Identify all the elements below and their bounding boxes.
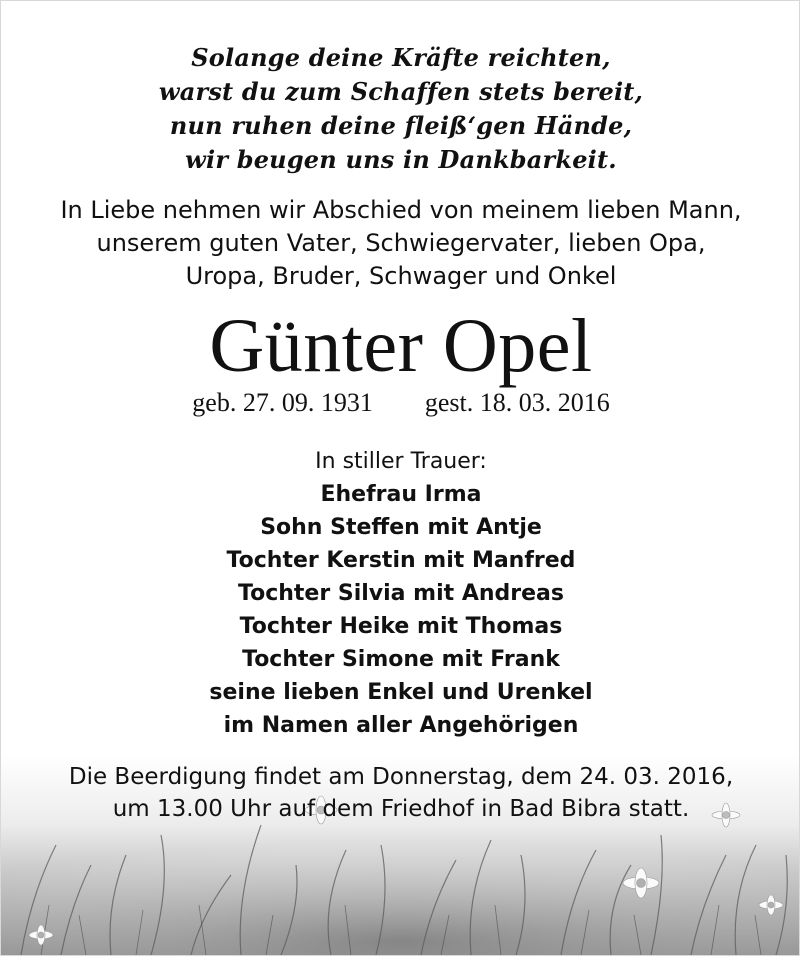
mourner-entry: Tochter Silvia mit Andreas (238, 581, 564, 606)
intro-line: Uropa, Bruder, Schwager und Onkel (185, 262, 617, 290)
mourner-entry: Sohn Steffen mit Antje (260, 515, 542, 540)
farewell-introduction (1, 194, 800, 293)
mourner-entry: Tochter Kerstin mit Manfred (226, 548, 576, 573)
mourner-entry: Ehefrau Irma (320, 482, 482, 507)
life-dates (1, 386, 800, 420)
mourner-entry: Tochter Simone mit Frank (242, 647, 560, 672)
intro-line: unserem guten Vater, Schwiegervater, lieben Opa, (96, 229, 706, 257)
deceased-name: Günter Opel (209, 304, 593, 388)
verse-line: warst du zum Schaffen stets bereit, (158, 77, 644, 106)
mourners-section (1, 445, 800, 742)
verse-line: nun ruhen deine fleiß‘gen Hände, (169, 111, 633, 140)
birth-date: geb. 27. 09. 1931 (192, 388, 373, 417)
funeral-details (1, 761, 800, 825)
verse-line: Solange deine Kräfte reichten, (191, 43, 611, 72)
mourner-entry: im Namen aller Angehörigen (223, 713, 579, 738)
funeral-line: um 13.00 Uhr auf dem Friedhof in Bad Bibra statt. (112, 796, 690, 822)
intro-line: In Liebe nehmen wir Abschied von meinem lieben Mann, (60, 196, 742, 224)
funeral-line: Die Beerdigung findet am Donnerstag, dem 24. 03. 2016, (68, 764, 734, 790)
verse-line: wir beugen uns in Dankbarkeit. (185, 145, 617, 174)
mourner-entry: seine lieben Enkel und Urenkel (209, 680, 593, 705)
mourning-label: In stiller Trauer: (315, 449, 487, 474)
memorial-verse (1, 41, 800, 177)
mourner-entry: Tochter Heike mit Thomas (239, 614, 563, 639)
death-date: gest. 18. 03. 2016 (424, 388, 610, 417)
